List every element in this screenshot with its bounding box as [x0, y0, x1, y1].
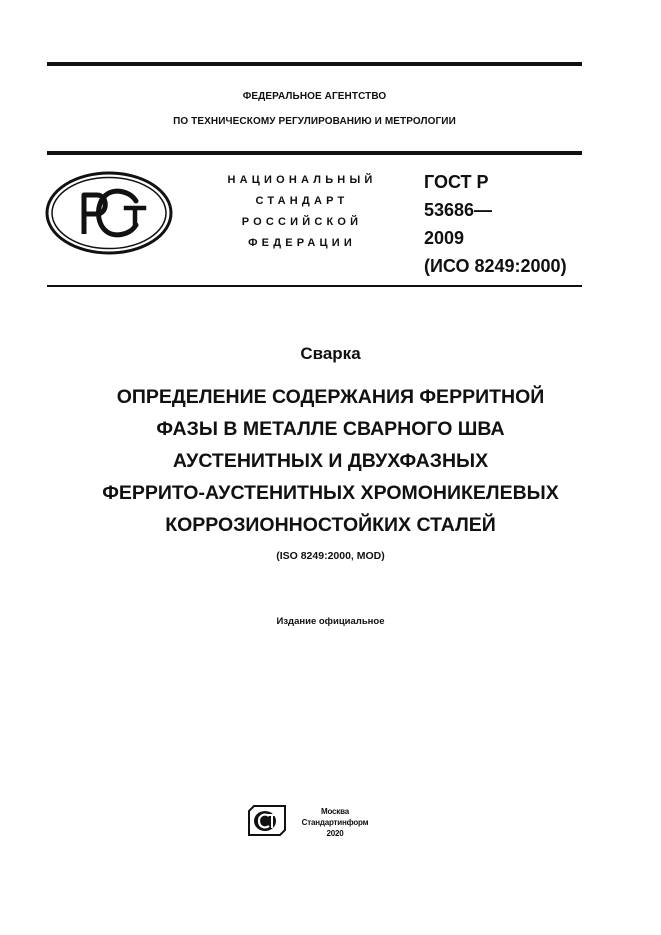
national-line-4: ФЕДЕРАЦИИ [248, 237, 356, 249]
gost-line-3: 2009 [424, 228, 465, 248]
agency-line-1: ФЕДЕРАЛЬНОЕ АГЕНТСТВО [242, 91, 387, 102]
publication-year: 2020 [326, 829, 344, 838]
national-line-3: РОССИЙСКОЙ [241, 216, 363, 228]
bottom-rule [47, 285, 582, 287]
publisher-city: Москва [321, 807, 349, 816]
title-line-4: ФЕРРИТО-АУСТЕНИТНЫХ ХРОМОНИКЕЛЕВЫХ [102, 482, 559, 504]
title-line-5: КОРРОЗИОННОСТОЙКИХ СТАЛЕЙ [165, 514, 496, 536]
subject-heading: Сварка [300, 344, 361, 363]
rst-certification-logo-icon [44, 171, 174, 255]
top-rule [47, 62, 582, 66]
middle-rule [47, 151, 582, 155]
gost-line-1: ГОСТ Р [424, 172, 489, 192]
edition-note: Издание официальное [276, 616, 385, 627]
gost-line-4: (ИСО 8249:2000) [424, 256, 567, 276]
gost-line-2: 53686— [424, 200, 493, 220]
standartinform-logo-icon [248, 804, 286, 837]
national-standard-label [196, 170, 408, 254]
title-line-1: ОПРЕДЕЛЕНИЕ СОДЕРЖАНИЯ ФЕРРИТНОЙ [116, 386, 545, 408]
publisher-name: Стандартинформ [301, 818, 369, 827]
document-title [0, 381, 661, 541]
national-line-2: СТАНДАРТ [255, 195, 349, 207]
national-line-1: НАЦИОНАЛЬНЫЙ [227, 174, 377, 186]
title-line-3: АУСТЕНИТНЫХ И ДВУХФАЗНЫХ [172, 450, 489, 472]
publisher-info [294, 806, 376, 839]
gost-designation [424, 168, 567, 280]
iso-reference: (ISO 8249:2000, MOD) [276, 550, 385, 562]
agency-line-2: ПО ТЕХНИЧЕСКОМУ РЕГУЛИРОВАНИЮ И МЕТРОЛОГИИ [173, 116, 456, 127]
title-line-2: ФАЗЫ В МЕТАЛЛЕ СВАРНОГО ШВА [156, 418, 505, 440]
